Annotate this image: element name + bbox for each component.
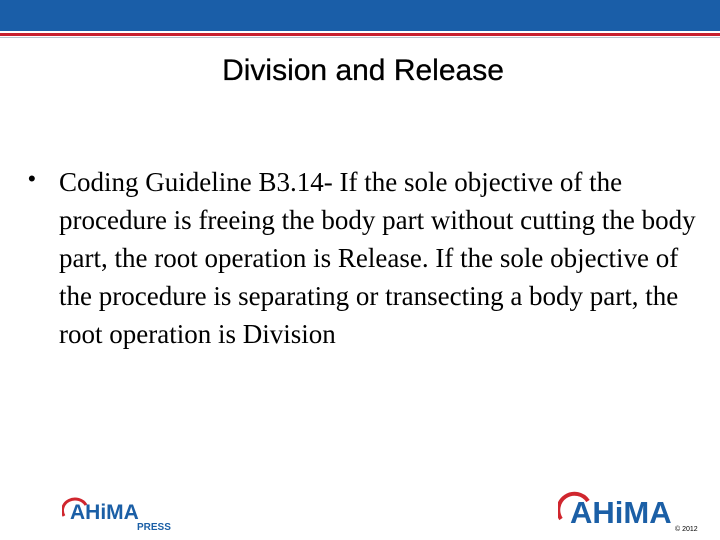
copyright-text: © 2012 [675, 526, 698, 533]
bullet-text: Coding Guideline B3.14- If the sole objective of the procedure is freeing the body part without cutting the body part, the root operation is Release. If the sole objective of the procedure is separating or transecting a body part, the root operation is Division [59, 167, 696, 349]
ahima-logo-word: AHiMA [570, 495, 672, 529]
header-red-rule [0, 33, 720, 36]
ahima-logo [558, 489, 700, 529]
press-logo-sub: PRESS [137, 522, 171, 532]
bullet-item [28, 163, 698, 353]
press-logo-word: AHiMA [70, 501, 139, 524]
slide-title: Division and Release [222, 54, 504, 87]
header-band [0, 0, 720, 31]
header-grey-rule [0, 37, 720, 38]
ahima-press-logo [62, 492, 174, 532]
bullet-marker: • [28, 166, 36, 191]
